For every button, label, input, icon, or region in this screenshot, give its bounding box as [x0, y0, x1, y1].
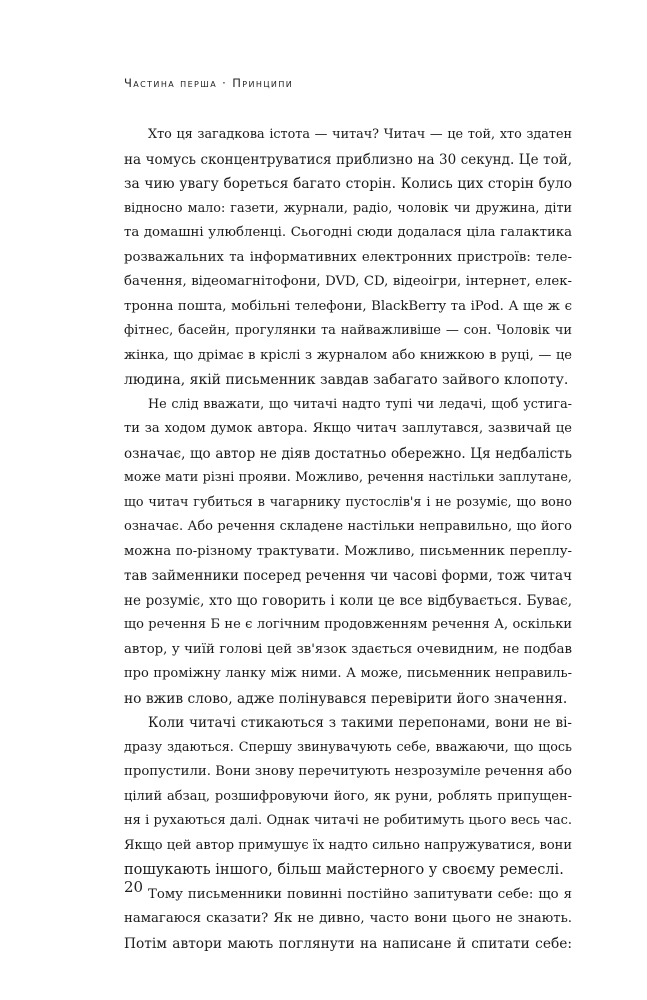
text-line: цілий абзац, розшифровуючи його, як руни, роблять припущен-	[124, 788, 572, 804]
text-line: може мати різні прояви. Можливо, речення настільки заплутане,	[124, 470, 572, 485]
text-line: Хто ця загадкова істота — читач? Читач — це той, хто здатен	[148, 127, 572, 142]
text-line: намагаюся сказати? Як не дивно, часто вони цього не знають.	[124, 911, 572, 926]
text-line: за чию увагу бореться багато сторін. Колись цих сторін було	[124, 176, 572, 192]
text-line: Коли читачі стикаються з такими перепонами, вони не ві-	[148, 715, 572, 731]
text-line: ти за ходом думок автора. Якщо читач заплутався, зазвичай це	[124, 421, 572, 436]
text-line: що читач губиться в чагарнику пустослів'я і не розуміє, що воно	[124, 494, 572, 510]
text-line: пропустили. Вони знову перечитують незрозуміле речення або	[124, 764, 572, 779]
text-line: фітнес, басейн, прогулянки та найважливіше — сон. Чоловік чи	[124, 323, 572, 338]
text-line: Не слід вважати, що читачі надто тупі чи ледачі, щоб устига-	[148, 396, 572, 412]
text-line: означає, що автор не діяв достатньо обережно. Ця недбалість	[124, 445, 572, 462]
text-line: ня і рухаються далі. Однак читачі не робитимуть цього весь час.	[124, 813, 572, 828]
text-line: та домашні улюбленці. Сьогодні сюди додалася ціла галактика	[124, 225, 572, 240]
text-line: відносно мало: газети, журнали, радіо, чоловік чи дружина, діти	[124, 200, 572, 216]
text-line: Потім автори мають поглянути на написане й спитати себе:	[124, 935, 572, 952]
text-line: автор, у чиїй голові цей зв'язок здається очевидним, не подбав	[124, 641, 572, 657]
text-line: про проміжну ланку між ними. А може, письменник неправиль-	[124, 666, 572, 681]
text-line: тав займенники посеред речення чи часові форми, тож читач	[124, 568, 572, 584]
text-line: не розуміє, хто що говорить і коли це все відбувається. Буває,	[124, 592, 572, 609]
text-line: бачення, відеомагнітофони, DVD, CD, відеоігри, інтернет, елек-	[124, 274, 572, 289]
text-line: що речення Б не є логічним продовженням речення А, оскільки	[124, 617, 572, 632]
text-line: розважальних та інформативних електронних пристроїв: теле-	[124, 249, 572, 265]
page-number: 20	[124, 878, 144, 896]
text-line: на чомусь сконцентруватися приблизно на 30 секунд. Це той,	[124, 151, 572, 168]
text-line: дразу здаються. Спершу звинувачують себе, вважаючи, що щось	[124, 739, 572, 755]
text-line: можна по-різному трактувати. Можливо, письменник переплу-	[124, 543, 572, 559]
text-line: людина, якій письменник завдав забагато зайвого клопоту.	[124, 372, 569, 388]
text-line: Якщо цей автор примушує їх надто сильно напружуватися, вони	[124, 837, 572, 853]
running-head: Частина перша · Принципи	[124, 76, 294, 90]
text-line: жінка, що дрімає в кріслі з журналом або книжкою в руці, — це	[124, 347, 572, 363]
text-line: но вжив слово, адже полінувався перевірити його значення.	[124, 690, 568, 707]
text-line: тронна пошта, мобільні телефони, BlackBerry та iPod. А ще ж є	[124, 298, 572, 314]
text-line: Тому письменники повинні постійно запитувати себе: що я	[148, 886, 572, 902]
text-line: означає. Або речення складене настільки неправильно, що його	[124, 519, 572, 534]
text-line: пошукають іншого, більш майстерного у своєму ремеслі.	[124, 862, 564, 878]
body-text	[124, 123, 572, 956]
